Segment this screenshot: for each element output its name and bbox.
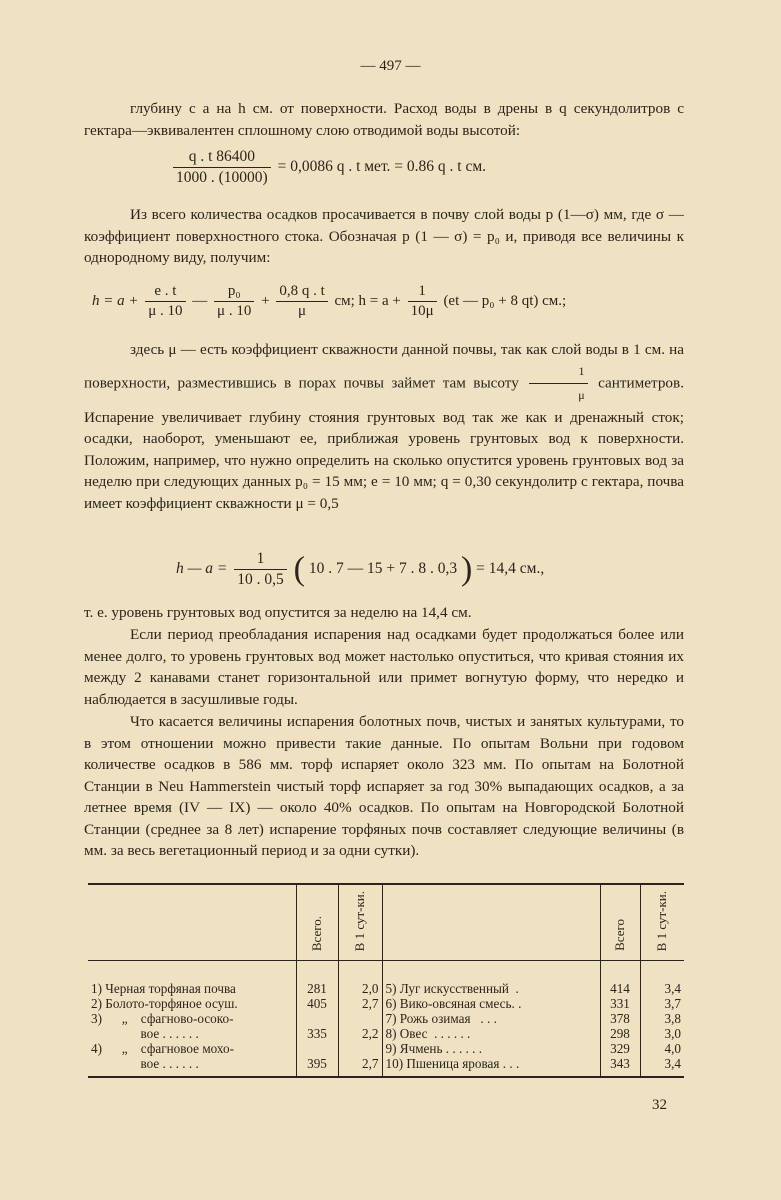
header-total-left-text: Всего. <box>309 916 324 952</box>
eq2-frac-4-den: 10μ <box>410 303 434 319</box>
p3-frac-num: 1 <box>529 361 587 385</box>
equation-2 <box>92 283 566 320</box>
cell-right-total: 378 <box>600 1011 640 1026</box>
table-row <box>88 1011 684 1026</box>
cell-right-total: 414 <box>600 981 640 996</box>
cell-right-name: 5) Луг искусственный . <box>382 981 600 996</box>
eq2-frac-4 <box>408 283 437 320</box>
cell-left-day: 2,7 <box>338 996 382 1011</box>
eq2-middle: см; h = a + <box>334 292 401 309</box>
cell-left-total: 335 <box>296 1026 338 1041</box>
table-row <box>88 1041 684 1056</box>
paragraph-3 <box>84 339 684 514</box>
p3-frac-den: μ <box>578 388 585 402</box>
eq2-lhs: h = a + <box>92 292 139 309</box>
cell-right-total: 329 <box>600 1041 640 1056</box>
cell-left-name: 3) „ сфагново-осоко- <box>88 1011 296 1026</box>
paragraph-1-text: глубину с a на h см. от поверхности. Расход воды в дрены в q секундолитров с гектара—эквивалентен сплошному слою отводимой воды высотой: <box>84 100 684 139</box>
header-perday-left-text: В 1 сут-ки. <box>352 891 367 952</box>
eq2-plus: + <box>261 292 270 309</box>
cell-left-day: 2,7 <box>338 1056 382 1071</box>
cell-left-name: 1) Черная торфяная почва <box>88 981 296 996</box>
table-spacer-row <box>88 961 684 981</box>
table-row <box>88 981 684 996</box>
eq2-frac-3-den: μ <box>298 303 307 319</box>
header-total-right <box>600 884 640 961</box>
table-row <box>88 1056 684 1071</box>
eq3-open-paren: ( <box>293 550 305 588</box>
page-footer-number: 32 <box>652 1097 667 1113</box>
header-perday-right <box>640 884 684 961</box>
header-blank-left <box>88 884 296 961</box>
table-row <box>88 996 684 1011</box>
eq3-rhs: = 14,4 см., <box>476 560 545 578</box>
cell-right-day: 3,0 <box>664 1025 681 1041</box>
cell-right-name: 7) Рожь озимая . . . <box>382 1011 600 1026</box>
cell-left-name: вое . . . . . . <box>88 1026 296 1041</box>
eq3-num: 1 <box>234 550 287 570</box>
cell-right-total: 331 <box>600 996 640 1011</box>
eq2-frac-1 <box>145 283 185 320</box>
paragraph-4-text: т. е. уровень грунтовых вод опустится за неделю на 14,4 см. <box>84 604 472 621</box>
eq2-minus: — <box>192 292 208 309</box>
paragraph-3-text <box>84 339 684 514</box>
eq2-frac-1-den: μ . 10 <box>148 303 183 319</box>
paragraph-6 <box>84 711 684 862</box>
paragraph-5-text: Если период преобладания испарения над осадками будет продолжаться более или менее долго, то уровень грунтовых вод может настолько опуститься, что кривая стояния их между 2 канавами станет горизонтальной или примет вогнутую форму, что нередко и наблюдается в засушливые годы. <box>84 626 684 708</box>
eq2-frac-2 <box>214 283 254 320</box>
eq1-numerator: q . t 86400 <box>173 148 271 168</box>
cell-left-name: 4) „ сфагновое мохо- <box>88 1041 296 1056</box>
paragraph-4 <box>84 602 684 624</box>
eq2-frac-2-num: p₀ <box>214 283 254 302</box>
eq3-close-paren: ) <box>460 550 473 588</box>
eq3-den: 10 . 0,5 <box>237 571 284 588</box>
eq2-frac-3 <box>276 283 327 320</box>
page-number-header: — 497 — <box>360 58 421 74</box>
paragraph-1 <box>84 98 684 141</box>
cell-right-total: 298 <box>600 1026 640 1041</box>
cell-right-name: 6) Вико-овсяная смесь. . <box>382 996 600 1011</box>
table-row <box>88 1026 684 1041</box>
eq3-body: 10 . 7 — 15 + 7 . 8 . 0,3 <box>308 560 458 578</box>
paragraph-5 <box>84 624 684 710</box>
eq2-frac-3-num: 0,8 q . t <box>276 283 327 302</box>
cell-right-name: 8) Овес . . . . . . <box>382 1026 600 1041</box>
eq1-rhs: = 0,0086 q . t мет. = 0.86 q . t см. <box>277 158 487 176</box>
eq1-denominator: 1000 . (10000) <box>176 169 268 186</box>
cell-left-day <box>338 1041 382 1056</box>
cell-right-day: 3,7 <box>664 995 681 1011</box>
eq3-lhs: h — a = <box>176 560 228 578</box>
paragraph-2 <box>84 204 684 269</box>
table-body <box>88 981 684 1071</box>
eq2-end: (et — p₀ + 8 qt) см.; <box>443 292 567 309</box>
cell-right-total: 343 <box>600 1056 640 1071</box>
cell-left-day: 2,2 <box>338 1026 382 1041</box>
equation-1 <box>170 148 486 187</box>
cell-left-total: 395 <box>296 1056 338 1071</box>
cell-left-day: 2,0 <box>338 981 382 996</box>
table-header-row <box>88 884 684 961</box>
paragraph-6-text: Что касается величины испарения болотных почв, чистых и занятых культурами, то в этом отношении можно привести такие данные. По опытам Вольни при годовом количестве осадков в 586 мм. торф испаряет около 323 мм. По опытам на Болотной Станции в Neu Hammerstein чистый торф испаряет за год 30% выпадающих осадков, а за летнее время (IV — IX) — около 40% осадков. По опытам на Новгородской Болотной Станции (среднее за 8 лет) испарение торфяных почв составляет следующие величины (в мм. за весь вегетационный период и за одни сутки). <box>84 713 684 859</box>
cell-left-total <box>296 1041 338 1056</box>
cell-left-total <box>296 1011 338 1026</box>
header-perday-left <box>338 884 382 961</box>
cell-right-name: 10) Пшеница яровая . . . <box>382 1056 600 1071</box>
cell-right-name: 9) Ячмень . . . . . . <box>382 1041 600 1056</box>
cell-right-day: 3,4 <box>664 980 681 996</box>
evaporation-table <box>88 883 684 1078</box>
cell-left-day <box>338 1011 382 1026</box>
paragraph-3-part-a: здесь μ — есть коэффициент скважности данной почвы, так как слой воды в 1 см. на поверхности, разместившись в порах почвы займет там высоту <box>84 341 684 391</box>
eq3-fraction <box>234 550 287 589</box>
paragraph-2-text: Из всего количества осадков просачивается в почву слой воды p (1—σ) мм, где σ — коэффициент поверхностного стока. Обозначая p (1 — σ) = p₀ и, приводя все величины к однородному виду, получим: <box>84 206 684 266</box>
table-bottom-row <box>88 1071 684 1077</box>
eq1-fraction <box>173 148 271 187</box>
cell-left-total: 405 <box>296 996 338 1011</box>
eq2-frac-1-num: e . t <box>145 283 185 302</box>
cell-left-name: вое . . . . . . <box>88 1056 296 1071</box>
equation-3 <box>176 550 544 589</box>
header-total-right-text: Всего <box>612 919 627 952</box>
p3-fraction <box>529 361 587 407</box>
eq2-frac-2-den: μ . 10 <box>217 303 252 319</box>
cell-right-day: 4,0 <box>664 1040 681 1056</box>
paragraph-3-part-b: сантиметров. Испарение увеличивает глубину стояния грунтовых вод так же как и дренажный сток; осадки, наоборот, уменьшают ее, приближая уровень грунтовых вод к поверхности. Положим, например, что нужно определить на сколько опустится уровень грунтовых вод за неделю при следующих данных p₀ = 15 мм; e = 10 мм; q = 0,30 секундолитр с гектара, почва имеет коэффициент скважности μ = 0,5 <box>84 373 684 512</box>
header-total-left <box>296 884 338 961</box>
cell-left-total: 281 <box>296 981 338 996</box>
eq2-frac-4-num: 1 <box>408 283 437 302</box>
cell-left-name: 2) Болото-торфяное осуш. <box>88 996 296 1011</box>
cell-right-day: 3,4 <box>664 1055 681 1071</box>
header-blank-right <box>382 884 600 961</box>
cell-right-day: 3,8 <box>664 1010 681 1026</box>
header-perday-right-text: В 1 сут-ки. <box>654 891 670 952</box>
